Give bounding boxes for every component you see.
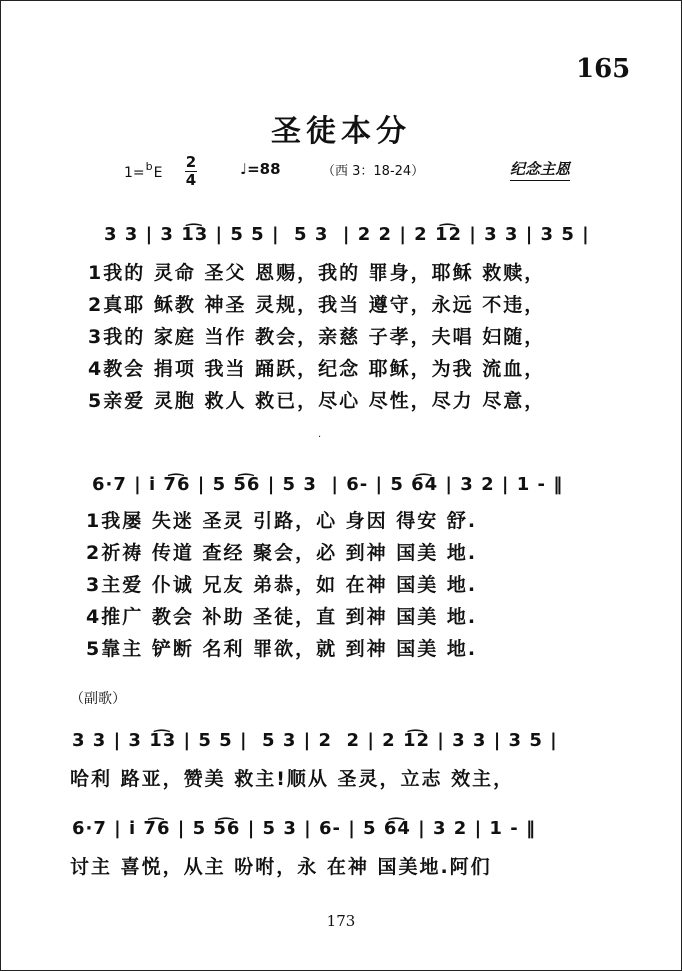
scripture-reference: （西 3：18-24） xyxy=(322,164,425,179)
verse-lyrics-line: 2祈祷 传道 查经 聚会，必 到神 国美 地. xyxy=(86,542,478,564)
chorus-notes-line-2: 6·7 | i 7͡6 | 5 5͡6 | 5 3 | 6- | 5 6͡4 | 3 2 | 1 - ‖ xyxy=(72,818,536,839)
stray-dot: · xyxy=(318,432,322,443)
verse-lyrics-line: 5亲爱 灵胞 救人 救已，尽心 尽性，尽力 尽意， xyxy=(88,390,546,412)
verse-lyrics-line: 1我屡 失迷 圣灵 引路，心 身因 得安 舒. xyxy=(86,510,478,532)
page-number: 173 xyxy=(326,912,356,930)
verse-lyrics-line: 3主爱 仆诚 兄友 弟恭，如 在神 国美 地. xyxy=(86,574,478,596)
chorus-lyrics-line-2: 讨主 喜悦，从主 吩咐，永 在神 国美地.阿们 xyxy=(70,856,492,878)
verse-lyrics-line: 4推广 教会 补助 圣徒，直 到神 国美 地. xyxy=(86,606,478,628)
verse-lyrics-line: 2真耶 稣教 神圣 灵规，我当 遵守，永远 不违， xyxy=(88,294,546,316)
key-signature: 1=$^b$E xyxy=(124,160,163,181)
verse-lyrics-line: 1我的 灵命 圣父 恩赐，我的 罪身，耶稣 救赎， xyxy=(88,262,546,284)
chorus-label: （副歌） xyxy=(70,691,126,707)
time-signature xyxy=(185,154,197,189)
hymn-number: 165 xyxy=(576,54,631,84)
time-signature-top: 2 xyxy=(185,153,197,171)
time-signature-bottom: 4 xyxy=(185,171,197,189)
chorus-notes-line-1: 3 3 | 3 1͡3 | 5 5 | 5 3 | 2 2 | 2 1͡2 | 3 3 | 3 5 | xyxy=(72,730,558,751)
verse-lyrics-line: 5靠主 铲断 名利 罪欲，就 到神 国美 地. xyxy=(86,638,478,660)
theme-label: 纪念主恩 xyxy=(510,158,570,181)
verse-notes-line-1: 3 3 | 3 1͡3 | 5 5 | 5 3 | 2 2 | 2 1͡2 | 3 3 | 3 5 | xyxy=(104,224,590,245)
verse-lyrics-line: 4教会 捐项 我当 踊跃，纪念 耶稣，为我 流血， xyxy=(88,358,546,380)
verse-lyrics-line: 3我的 家庭 当作 教会，亲慈 子孝，夫唱 妇随， xyxy=(88,326,546,348)
tempo-marking: ♩=88 xyxy=(240,160,281,178)
chorus-lyrics-line-1: 哈利 路亚，赞美 救主!顺从 圣灵，立志 效主， xyxy=(70,768,515,790)
hymn-title: 圣徒本分 xyxy=(271,114,411,149)
verse-notes-line-2: 6·7 | i 7͡6 | 5 5͡6 | 5 3 | 6- | 5 6͡4 | 3 2 | 1 - ‖ xyxy=(92,474,564,495)
